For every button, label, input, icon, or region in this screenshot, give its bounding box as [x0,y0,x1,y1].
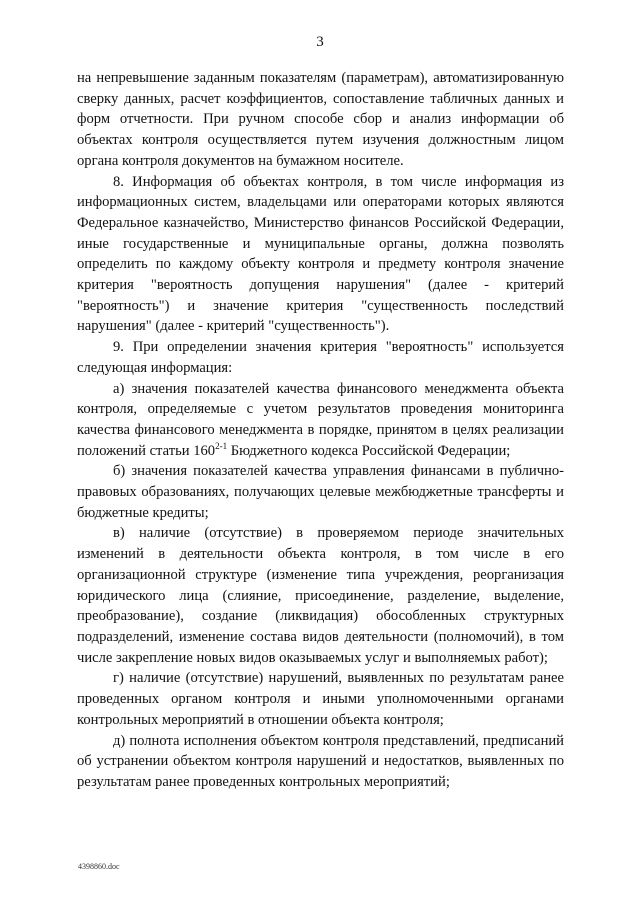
document-file-code: 4398860.doc [78,862,120,871]
list-item-d: д) полнота исполнения объектом контроля представлений, предписаний об устранении объектом контроля нарушений и недостатков, выявленных по результатам ранее проведенных контрольных мероприятий; [77,732,564,790]
paragraph-9: 9. При определении значения критерия "вероятность" используется следующая информация: [77,339,564,376]
article-superscript: 2-1 [215,440,228,451]
document-body [77,68,564,793]
list-item-a-text-after: Бюджетного кодекса Российской Федерации; [227,442,511,459]
list-item-a-text-before: а) значения показателей качества финансового менеджмента объекта контроля, определяемые с учетом результатов проведения мониторинга качества финансового менеджмента в порядке, принятом в целях реализации положений статьи 160 [77,380,564,459]
list-item-g: г) наличие (отсутствие) нарушений, выявленных по результатам ранее проведенных органом контроля и иными уполномоченными органами контрольных мероприятий в отношении объекта контроля; [77,670,564,728]
list-item-a [77,379,564,462]
list-item-b: б) значения показателей качества управления финансами в публично-правовых образованиях, получающих целевые межбюджетные трансферты и бюджетные кредиты; [77,463,564,521]
paragraph-8: 8. Информация об объектах контроля, в том числе информация из информационных систем, владельцами или операторами которых являются Федеральное казначейство, Министерство финансов Российской Федерации, иные государственные и муниципальные органы, должна позволять определить по каждому объекту контроля и предмету контроля значение критерия "вероятность допущения нарушения" (далее - критерий "вероятность") и значение критерия "существенность последствий нарушения" (далее - критерий "существенность"). [77,173,564,335]
paragraph-continuation: на непревышение заданным показателям (параметрам), автоматизированную сверку данных, расчет коэффициентов, сопоставление табличных данных и форм отчетности. При ручном способе сбор и анализ информации об объектах контроля осуществляется путем изучения должностным лицом органа контроля документов на бумажном носителе. [77,70,564,169]
list-item-v: в) наличие (отсутствие) в проверяемом периоде значительных изменений в деятельности объекта контроля, в том числе в его организационной структуре (изменение типа учреждения, реорганизация юридического лица (слияние, присоединение, разделение, выделение, преобразование), создание (ликвидация) обособленных структурных подразделений, изменение состава видов деятельности (полномочий), в том числе закрепление новых видов оказываемых услуг и выполняемых работ); [77,525,564,666]
page-number: 3 [316,34,324,50]
